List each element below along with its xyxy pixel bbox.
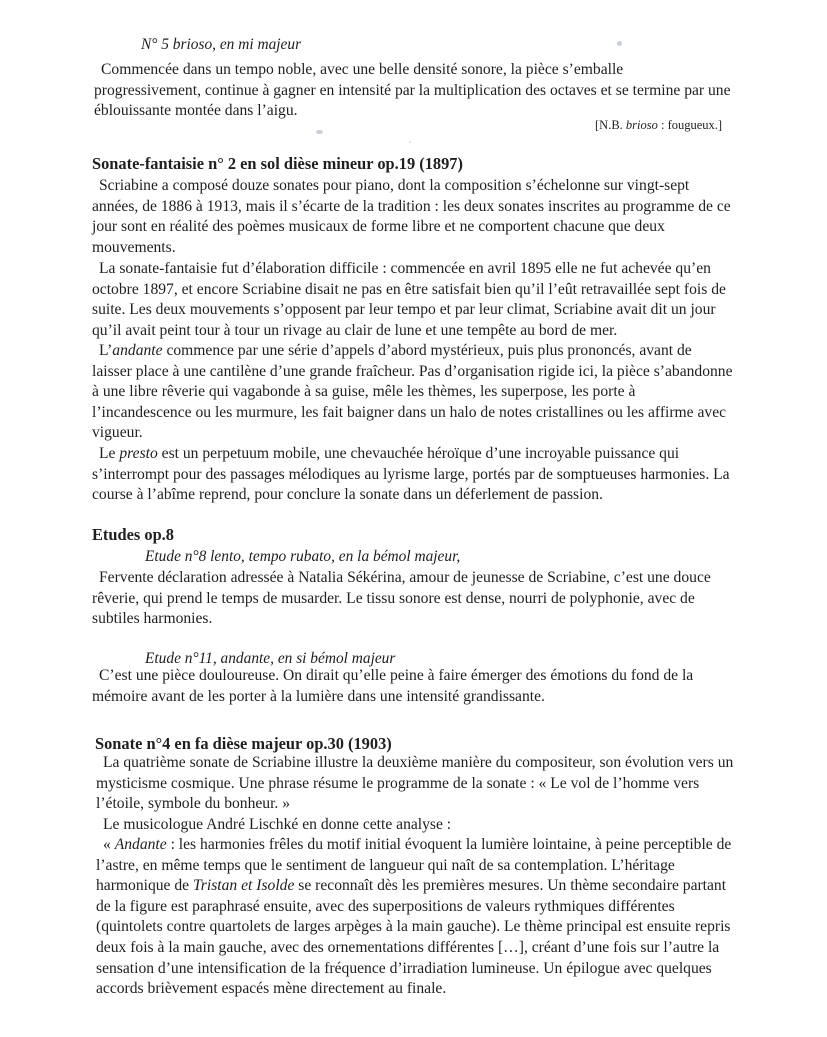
text-fragment: se reconnaît dès les premières mesures. Un thème secondaire partant	[294, 877, 727, 895]
paragraph-sonate2-4	[92, 444, 730, 506]
text-line: deux fois à la main gauche, avec des ornementations différentes […], créant d’une fois sur l’autre la	[96, 938, 720, 956]
text-line: accords brièvement espacés mène directement au finale.	[96, 980, 447, 998]
text-fragment: : les harmonies frêles du motif initial évoquent la lumière lointaine, à peine perceptible de	[166, 836, 732, 853]
text-line: qu’il avait peint tour à tour un rivage au clair de lune et une tempête au bord de mer.	[92, 321, 618, 339]
paragraph-sonate2-2	[92, 259, 726, 341]
scan-speck	[316, 130, 323, 134]
scan-speck	[617, 41, 622, 46]
italic-term: andante	[112, 342, 163, 359]
text-line: laisser place à une cantilène d’une grande fraîcheur. Pas d’organisation rigide ici, la pièce s’abandonne	[92, 362, 733, 380]
text-fragment: «	[103, 836, 115, 853]
text-line	[96, 876, 731, 897]
text-fragment: commence par une série d’appels d’abord mystérieux, puis plus prononcés, avant de	[162, 342, 692, 359]
text-line: mémoire avant de les porter à la lumière dans une intensité grandissante.	[92, 687, 545, 705]
text-line: course à l’abîme reprend, pour conclure la sonate dans un déferlement de passion.	[92, 486, 603, 504]
etude-subtitle-11: Etude n°11, andante, en si bémol majeur	[145, 650, 396, 667]
italic-term: Tristan et Isolde	[193, 877, 295, 895]
text-line: jour sont en réalité des poèmes musicaux de forme libre et ne comportent chacune que deux	[92, 218, 665, 236]
etude-subtitle-8: Etude n°8 lento, tempo rubato, en la bémol majeur,	[145, 548, 461, 565]
text-line: La sonate-fantaisie fut d’élaboration difficile : commencée en avril 1895 elle ne fut achevée qu’en	[99, 260, 711, 277]
paragraph-sonate2-1	[92, 176, 731, 258]
text-line: s’interrompt pour des passages mélodiques au lyrisme large, portés par de somptueuses harmonies. La	[92, 465, 730, 483]
text-line: (quintolets contre quartolets de larges arpèges à la main gauche). Le thème principal est ensuite repris	[96, 918, 731, 936]
italic-term: presto	[119, 445, 158, 462]
heading-sonate-4: Sonate n°4 en fa dièse majeur op.30 (1903)	[95, 734, 392, 753]
nb-note	[595, 118, 722, 133]
note-open: [N.B.	[595, 118, 626, 132]
text-line: années, de 1886 à 1913, mais il s’écarte de la tradition : les deux sonates inscrites au programme de ce	[92, 197, 731, 215]
text-line: à une libre rêverie qui vagabonde à sa guise, mêle les thèmes, les superpose, les porte à	[92, 383, 636, 401]
text-line	[96, 835, 731, 856]
paragraph-sonate4-3	[96, 835, 731, 1000]
text-line: Fervente déclaration adressée à Natalia Sékérina, amour de jeunesse de Scriabine, c’est une douce	[99, 569, 711, 586]
text-fragment: Le	[99, 445, 120, 462]
text-line: Scriabine a composé douze sonates pour piano, dont la composition s’échelonne sur vingt-sept	[99, 177, 690, 194]
text-line: l’étoile, symbole du bonheur. »	[96, 795, 291, 813]
paragraph-etude-11	[92, 666, 693, 707]
text-line: C’est une pièce douloureuse. On dirait qu’elle peine à faire émerger des émotions du fond de la	[99, 667, 694, 684]
text-line: Le musicologue André Lischké en donne cette analyse :	[103, 816, 452, 833]
text-fragment: est un perpetuum mobile, une chevauchée héroïque d’une incroyable puissance qui	[157, 445, 680, 462]
note-term: brioso	[625, 118, 658, 132]
text-line	[92, 341, 733, 362]
paragraph-sonate4-2	[96, 815, 451, 836]
paragraph-etude-8	[92, 568, 711, 630]
heading-sonate-fantaisie-2: Sonate-fantaisie n° 2 en sol dièse mineur op.19 (1897)	[92, 154, 463, 173]
paragraph-no5	[94, 60, 731, 122]
text-line: Commencée dans un tempo noble, avec une belle densité sonore, la pièce s’emballe	[101, 61, 624, 78]
italic-term: Andante	[114, 836, 167, 853]
text-line: octobre 1897, et encore Scriabine disait ne pas en être satisfait bien qu’il l’eût retravaillée sept fois de	[92, 280, 726, 298]
text-line: sensation d’une intensification de la fréquence d’irradiation lumineuse. Un épilogue avec quelques	[96, 959, 712, 977]
paragraph-sonate2-3	[92, 341, 733, 444]
piece-subtitle-no5: N° 5 brioso, en mi majeur	[141, 36, 302, 53]
text-line: suite. Les deux mouvements s’opposent par leur tempo et par leur climat, Scriabine avait dit un jour	[92, 301, 716, 319]
heading-etudes-op8: Etudes op.8	[92, 525, 174, 544]
text-line: l’astre, en même temps que le sentiment de langueur qui naît de sa contemplation. L’héritage	[96, 856, 675, 874]
text-line: mouvements.	[92, 238, 176, 256]
text-line: progressivement, continue à gagner en intensité par la multiplication des octaves et se termine par une	[94, 81, 731, 99]
text-line: de la figure est paraphrasé ensuite, avec des superpositions de valeurs rythmiques différentes	[96, 897, 675, 915]
scan-speck	[409, 141, 411, 143]
text-line: rêverie, qui prend le temps de musarder. Le tissu sonore est dense, nourri de polyphonie, avec de	[92, 589, 695, 607]
text-line: subtiles harmonies.	[92, 610, 213, 628]
note-rest: : fougueux.]	[657, 118, 723, 132]
text-line: La quatrième sonate de Scriabine illustre la deuxième manière du compositeur, son évolution vers un	[103, 754, 734, 771]
text-line: éblouissante montée dans l’aigu.	[94, 102, 298, 120]
text-line: vigueur.	[92, 424, 143, 442]
text-fragment: L’	[99, 342, 113, 359]
text-fragment: harmonique de	[96, 877, 193, 895]
text-line: mysticisme cosmique. Une phrase résume le programme de la sonate : « Le vol de l’homme vers	[96, 774, 700, 792]
paragraph-sonate4-1	[96, 753, 733, 815]
text-line: l’incandescence ou les murmure, les fait baigner dans un halo de notes cristallines ou les affirme avec	[92, 403, 727, 421]
text-line	[92, 444, 730, 465]
